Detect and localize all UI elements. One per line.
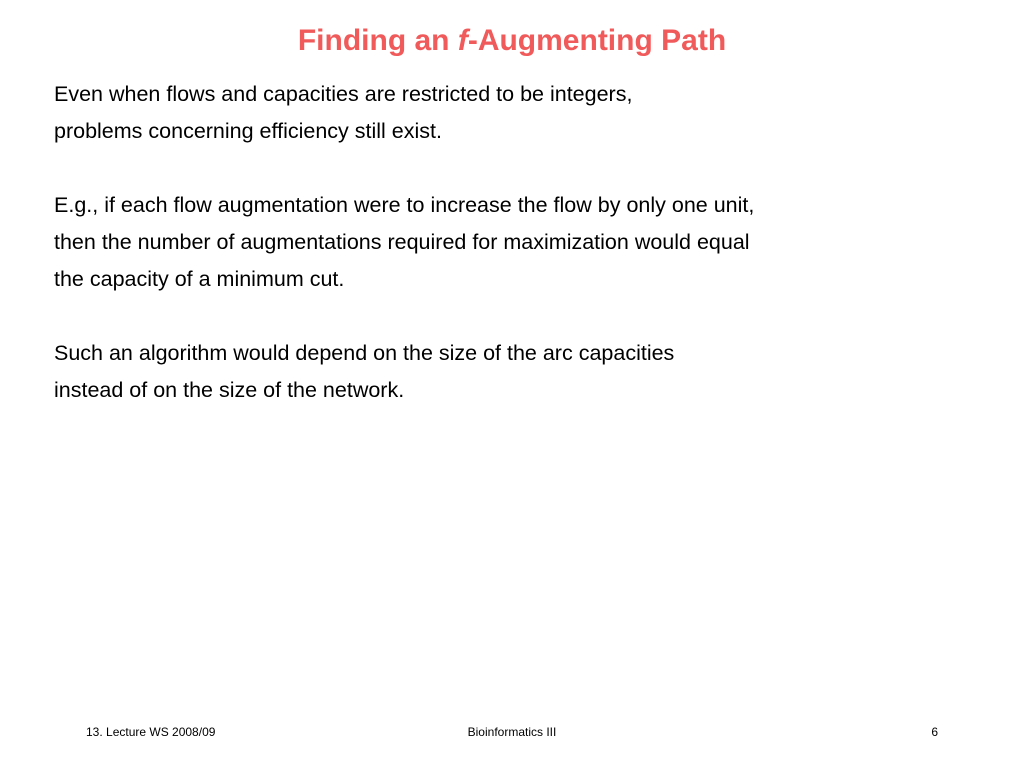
footer-course: Bioinformatics III	[467, 725, 557, 739]
body-line: Even when flows and capacities are restricted to be integers,	[54, 82, 633, 106]
body-line: Such an algorithm would depend on the size of the arc capacities	[54, 341, 675, 365]
page-number: 6	[931, 725, 938, 739]
title-prefix: Finding an	[297, 24, 458, 57]
body-line: the capacity of a minimum cut.	[54, 267, 345, 291]
paragraph-example	[54, 187, 994, 298]
body-line: then the number of augmentations required for maximization would equal	[54, 230, 750, 254]
paragraph-dependency	[54, 335, 994, 409]
paragraph-integers	[54, 76, 994, 150]
footer-lecture: 13. Lecture WS 2008/09	[86, 725, 216, 739]
slide-footer	[0, 722, 1024, 742]
body-line: problems concerning efficiency still exist.	[54, 119, 442, 143]
slide-title	[0, 20, 1024, 62]
slide-body	[54, 76, 994, 446]
body-line: E.g., if each flow augmentation were to increase the flow by only one unit,	[54, 193, 755, 217]
title-suffix: -Augmenting Path	[467, 24, 727, 57]
body-line: instead of on the size of the network.	[54, 378, 405, 402]
title-italic-f: f	[457, 24, 468, 57]
